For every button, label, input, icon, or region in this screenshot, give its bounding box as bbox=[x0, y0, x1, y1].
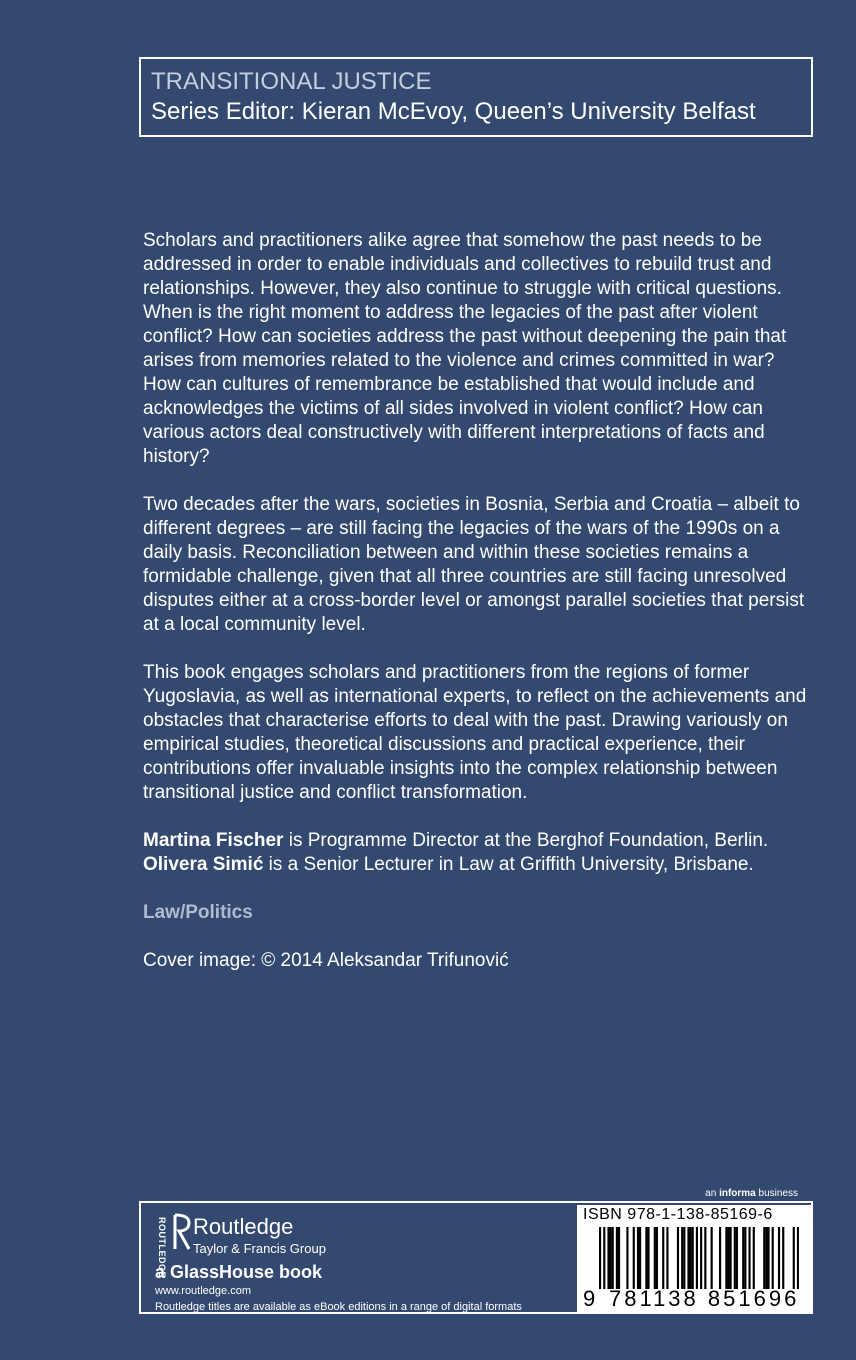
barcode-bar bbox=[730, 1227, 732, 1289]
barcode-bar bbox=[748, 1227, 750, 1289]
author-bio-2 bbox=[143, 853, 811, 877]
author-text-1: is Programme Director at the Berghof Foundation, Berlin. bbox=[283, 830, 769, 851]
series-editor: Series Editor: Kieran McEvoy, Queen’s University Belfast bbox=[151, 98, 756, 125]
blurb-paragraph-2: Two decades after the wars, societies in Bosnia, Serbia and Croatia – albeit to different degrees – are still facing the legacies of the wars of the 1990s on a daily basis. Reconciliation between and within these societies remains a formidable challenge, given that all three countries are still facing unresolved disputes either at a cross-border level or amongst parallel societies that persist at a local community level. bbox=[143, 494, 805, 635]
publisher-group: Taylor & Francis Group bbox=[193, 1241, 326, 1256]
barcode-panel bbox=[577, 1205, 811, 1312]
barcode-bar bbox=[742, 1227, 744, 1289]
barcode-bar bbox=[744, 1227, 746, 1289]
barcode-bar bbox=[763, 1227, 765, 1289]
publisher-footer bbox=[139, 1201, 813, 1314]
routledge-logo bbox=[151, 1209, 571, 1313]
barcode-bar bbox=[692, 1227, 694, 1289]
barcode-bar bbox=[772, 1227, 774, 1289]
barcode-bar bbox=[719, 1227, 721, 1289]
barcode-bar bbox=[778, 1227, 780, 1289]
barcode-bar bbox=[683, 1227, 685, 1289]
barcode-bar bbox=[753, 1227, 755, 1289]
barcode-bar bbox=[645, 1227, 647, 1289]
series-title: TRANSITIONAL JUSTICE bbox=[151, 68, 432, 95]
barcode-bar bbox=[765, 1227, 767, 1289]
barcode-bar bbox=[612, 1227, 614, 1289]
barcode-bar bbox=[782, 1227, 784, 1289]
barcode-bar bbox=[626, 1227, 628, 1289]
barcode-bar bbox=[637, 1227, 639, 1289]
barcode-bar bbox=[797, 1227, 799, 1289]
barcode-bar bbox=[677, 1227, 679, 1289]
series-box bbox=[139, 57, 813, 137]
barcode-bar bbox=[736, 1227, 738, 1289]
publisher-url: www.routledge.com bbox=[155, 1285, 251, 1297]
barcode-bar bbox=[793, 1227, 795, 1289]
barcode-bar bbox=[607, 1227, 609, 1289]
barcode-bar bbox=[599, 1227, 601, 1289]
barcode-bar bbox=[639, 1227, 641, 1289]
barcode-bar bbox=[647, 1227, 649, 1289]
blurb-paragraph-1: Scholars and practitioners alike agree that somehow the past needs to be addressed in order to enable individuals and collectives to rebuild trust and relationships. However, they also continue to struggle with critical questions. When is the right moment to address the legacies of the past after violent conflict? How can societies address the past without deepening the pain that arises from memories related to the violence and crimes committed in war? How can cultures of remembrance be established that would include and acknowledges the victims of all sides involved in violent conflict? How can various actors deal constructively with different interpretations of facts and history? bbox=[143, 230, 787, 467]
barcode-bar bbox=[700, 1227, 702, 1289]
routledge-vertical-wordmark: ROUTLEDGE bbox=[157, 1217, 167, 1279]
back-cover-blurb bbox=[143, 229, 811, 997]
barcode-bar bbox=[711, 1227, 713, 1289]
routledge-r-icon bbox=[171, 1211, 195, 1253]
barcode-bar bbox=[633, 1227, 635, 1289]
ebook-note: Routledge titles are available as eBook editions in a range of digital formats bbox=[155, 1301, 522, 1313]
barcode-bar bbox=[681, 1227, 683, 1289]
barcode-bar bbox=[767, 1227, 769, 1289]
barcode-first-digit: 9 bbox=[583, 1286, 596, 1311]
barcode-bar bbox=[610, 1227, 612, 1289]
barcode-bar bbox=[725, 1227, 727, 1289]
barcode-bar bbox=[666, 1227, 668, 1289]
author-name-2: Olivera Simić bbox=[143, 854, 264, 875]
barcode-bar bbox=[616, 1227, 618, 1289]
barcode-bar bbox=[734, 1227, 736, 1289]
blurb-paragraph-3: This book engages scholars and practitioners from the regions of former Yugoslavia, as well as international experts, to reflect on the achievements and obstacles that characterise efforts to deal with the past. Drawing variously on empirical studies, theoretical discussions and practical experience, their contributions offer invaluable insights into the complex relationship between transitional justice and conflict transformation. bbox=[143, 662, 807, 803]
subject-category: Law/Politics bbox=[143, 902, 253, 923]
barcode-image bbox=[599, 1227, 799, 1289]
informa-suffix: business bbox=[758, 1188, 798, 1199]
author-text-2: is a Senior Lecturer in Law at Griffith University, Brisbane. bbox=[263, 854, 754, 875]
author-name-1: Martina Fischer bbox=[143, 830, 284, 851]
barcode-bar bbox=[662, 1227, 664, 1289]
barcode-bar bbox=[690, 1227, 692, 1289]
barcode-bar bbox=[704, 1227, 706, 1289]
barcode-bar bbox=[687, 1227, 689, 1289]
isbn-label: ISBN 978-1-138-85169-6 bbox=[583, 1206, 773, 1223]
imprint-name: a GlassHouse book bbox=[155, 1262, 323, 1282]
barcode-bar bbox=[727, 1227, 729, 1289]
author-bio-1 bbox=[143, 829, 811, 853]
informa-prefix: an bbox=[705, 1188, 717, 1199]
barcode-bar bbox=[603, 1227, 605, 1289]
informa-brand: informa bbox=[719, 1188, 756, 1199]
barcode-bar bbox=[656, 1227, 658, 1289]
barcode-digits: 781138 851696 bbox=[609, 1286, 800, 1311]
barcode-bar bbox=[618, 1227, 620, 1289]
informa-business-tag bbox=[705, 1188, 798, 1199]
publisher-name: Routledge bbox=[193, 1214, 294, 1239]
barcode-bar bbox=[696, 1227, 698, 1289]
barcode-bar bbox=[654, 1227, 656, 1289]
cover-image-credit: Cover image: © 2014 Aleksandar Trifunović bbox=[143, 950, 509, 971]
